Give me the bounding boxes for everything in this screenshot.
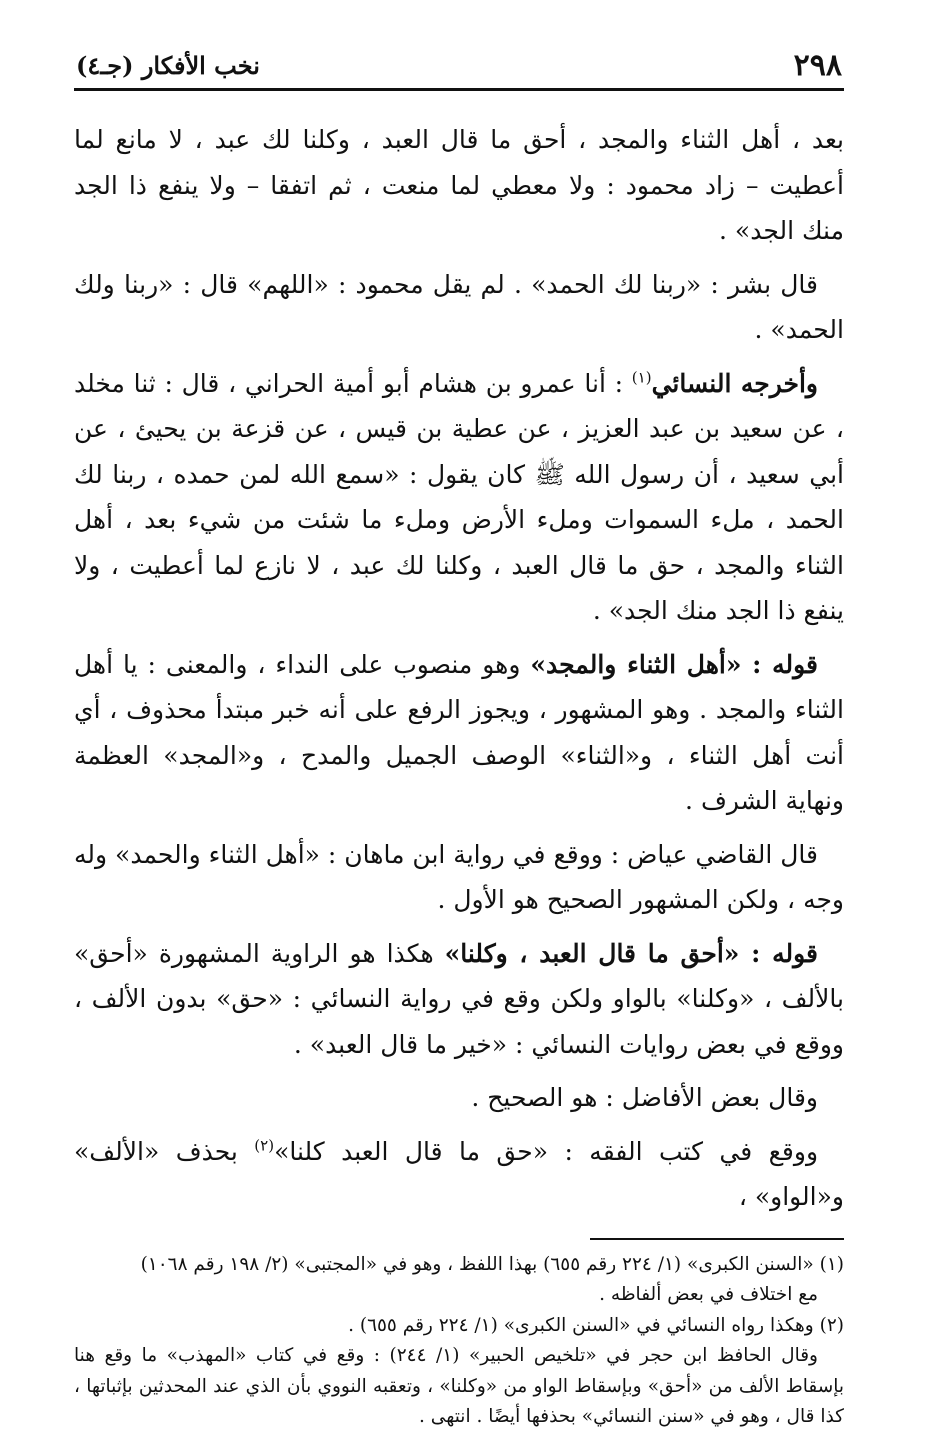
- paragraph-8-text: ووقع في كتب الفقه : «حق ما قال العبد كلنا»: [274, 1136, 819, 1166]
- page-number: ٢٩٨: [793, 48, 842, 83]
- paragraph-6-lead: قوله : «أحق ما قال العبد ، وكلنا»: [444, 938, 819, 968]
- main-text: [74, 117, 844, 1220]
- footnote-ref-1: (١): [631, 368, 652, 387]
- paragraph-4-lead: قوله : «أهل الثناء والمجد»: [530, 649, 819, 679]
- footnote-1-continuation: مع اختلاف في بعض ألفاظه .: [599, 1284, 818, 1305]
- footnote-2-continuation: وقال الحافظ ابن حجر في «تلخيص الحبير» (١/ ٢٤٤) : وقع في كتاب «المهذب» ما وقع هنا بإسقاط الألف من «أحق» وبإسقاط الواو من «وكلنا» ، وتعقبه النووي بأن الذي عند المحدثين بإثباتها ، كذا قال ، وهو في «سنن النسائي» بحذفها أيضًا . انتهى .: [74, 1345, 844, 1427]
- paragraph-5: [74, 832, 844, 923]
- footnote-2: (٢) وهكذا رواه النسائي في «السنن الكبرى» (١/ ٢٢٤ رقم ٦٥٥) .: [348, 1314, 844, 1336]
- paragraph-2-text: قال بشر : «ربنا لك الحمد» . لم يقل محمود : «اللهم» قال : «ربنا ولك الحمد» .: [74, 269, 844, 344]
- paragraph-2: [74, 262, 844, 353]
- running-header: [74, 40, 844, 91]
- footnote-ref-2: (٢): [254, 1136, 275, 1155]
- paragraph-6-text: هكذا هو الراوية المشهورة «أحق» بالألف ، «وكلنا» بالواو ولكن وقع في رواية النسائي : «حق» بدون الألف ، ووقع في بعض روايات النسائي : «خير ما قال العبد» .: [74, 938, 844, 1059]
- paragraph-1: [74, 117, 844, 254]
- footnotes: [74, 1250, 844, 1433]
- footnote-1: (١) «السنن الكبرى» (١/ ٢٢٤ رقم ٦٥٥) بهذا اللفظ ، وهو في «المجتبى» (٢/ ١٩٨ رقم ١٠٦٨): [140, 1253, 844, 1275]
- paragraph-7-text: وقال بعض الأفاضل : هو الصحيح .: [471, 1083, 818, 1112]
- paragraph-4-text: وهو منصوب على النداء ، والمعنى : يا أهل الثناء والمجد . وهو المشهور ، ويجوز الرفع على أنه خبر مبتدأ محذوف ، أي أنت أهل الثناء ، و«الثناء» الوصف الجميل والمدح ، و«المجد» العظمة ونهاية الشرف .: [74, 649, 844, 815]
- paragraph-1-text: بعد ، أهل الثناء والمجد ، أحق ما قال العبد ، وكلنا لك عبد ، لا مانع لما أعطيت – زاد محمود : ولا معطي لما منعت ، ثم اتفقا – ولا ينفع ذا الجد منك الجد» .: [74, 125, 844, 245]
- paragraph-3: [74, 361, 844, 634]
- footnote-divider: [590, 1238, 844, 1240]
- paragraph-8: [74, 1129, 844, 1220]
- book-title: نخب الأفكار (جـ٤): [76, 51, 260, 80]
- paragraph-4: [74, 642, 844, 824]
- paragraph-6: [74, 931, 844, 1068]
- paragraph-3-lead: وأخرجه النسائي: [651, 368, 818, 398]
- book-page: [74, 40, 844, 1427]
- paragraph-5-text: قال القاضي عياض : ووقع في رواية ابن ماهان : «أهل الثناء والحمد» وله وجه ، ولكن المشهور الصحيح هو الأول .: [74, 839, 844, 914]
- paragraph-3-text: : أنا عمرو بن هشام أبو أمية الحراني ، قال : ثنا مخلد ، عن سعيد بن عبد العزيز ، عن عطية بن قيس ، عن قزعة بن يحيئ ، عن أبي سعيد ، أن رسول الله ﷺ كان يقول : «سمع الله لمن حمده ، ربنا لك الحمد ، ملء السموات وملء الأرض وملء ما شئت من شيء بعد ، أهل الثناء والمجد ، حق ما قال العبد ، وكلنا لك عبد ، لا نازع لما أعطيت ، ولا ينفع ذا الجد منك الجد» .: [74, 368, 844, 625]
- paragraph-7: [74, 1075, 844, 1121]
- paragraph-8-tail: بحذف «الألف» و«الواو» ،: [74, 1136, 844, 1211]
